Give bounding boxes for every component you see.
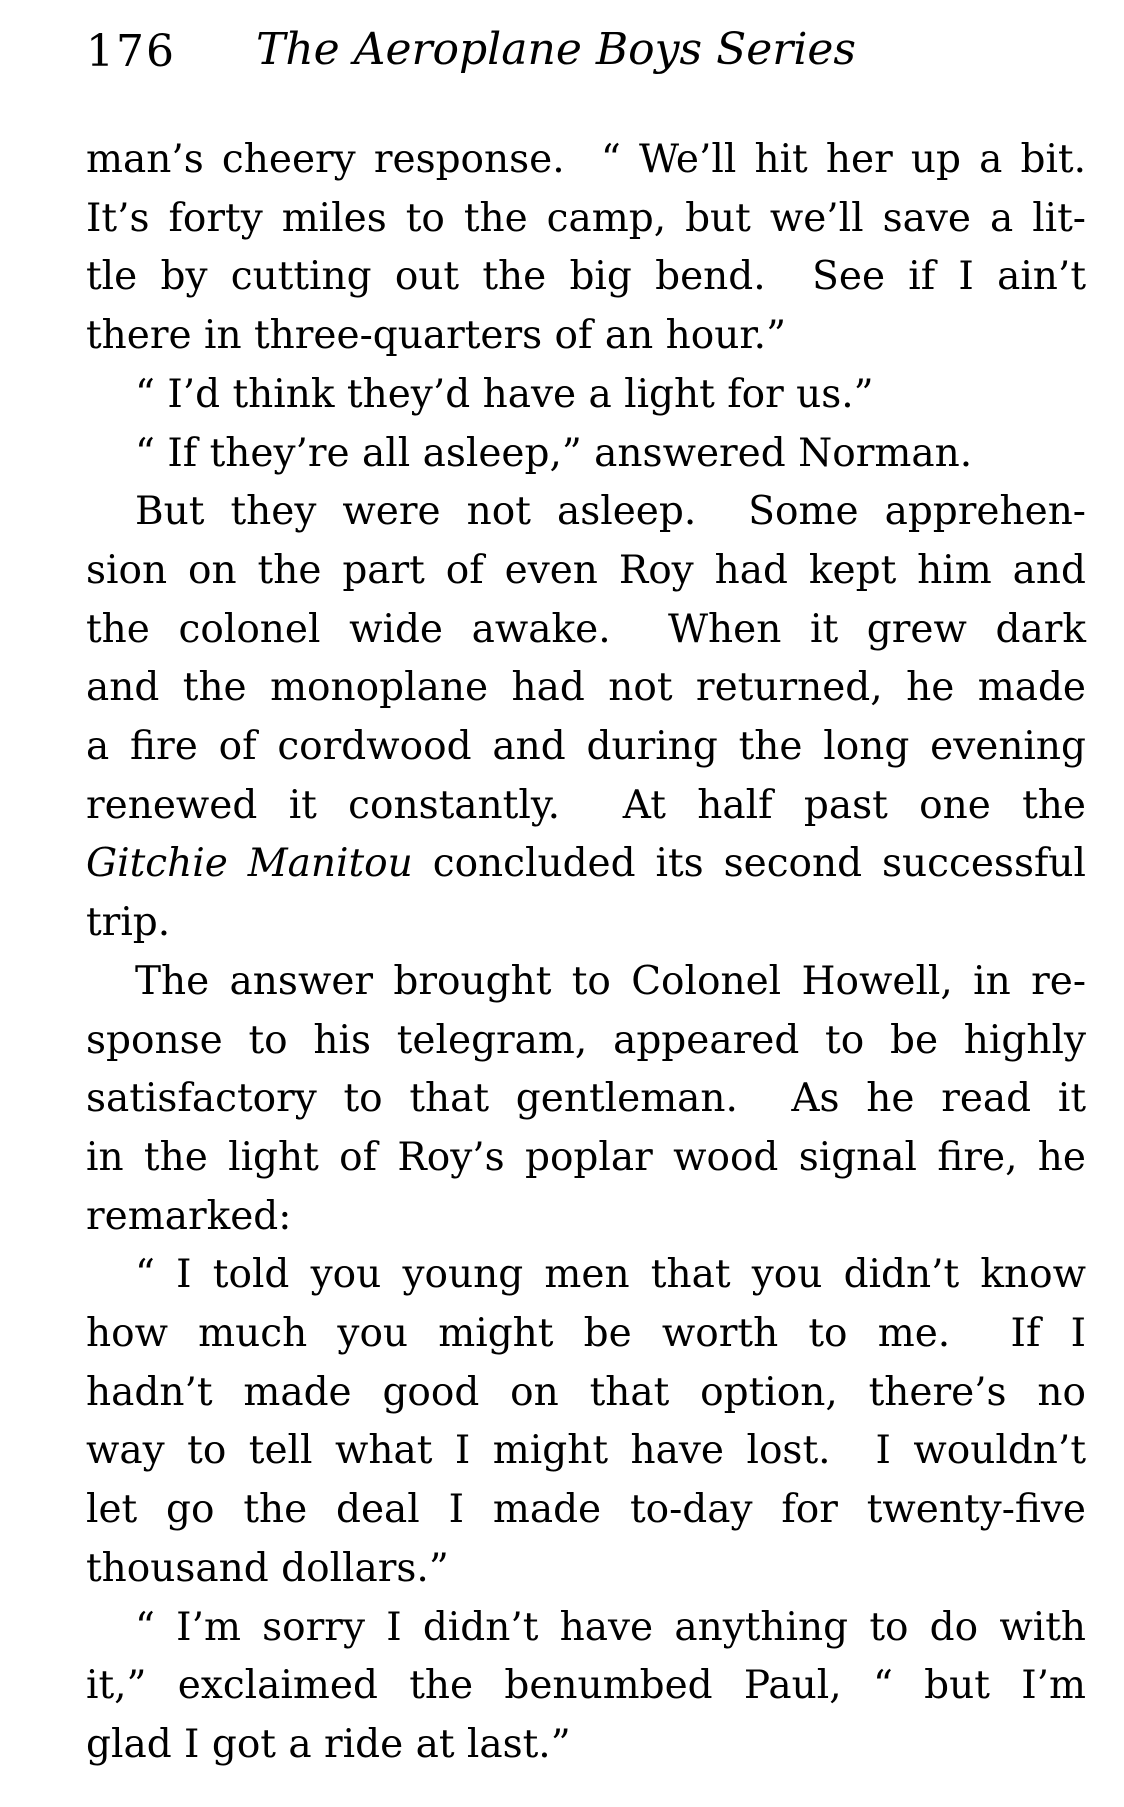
text-run: in the light of Roy’s poplar wood signal fire, he xyxy=(86,1134,1086,1180)
text-line xyxy=(86,1364,1086,1423)
text-run: way to tell what I might have lost. I wouldn’t xyxy=(86,1428,1086,1474)
text-run: satisfactory to that gentleman. As he read it xyxy=(86,1076,1086,1122)
text-run: let go the deal I made to-day for twenty-five xyxy=(86,1487,1086,1533)
text-run: remarked: xyxy=(86,1193,292,1239)
text-line xyxy=(86,601,1086,660)
text-run: the colonel wide awake. When it grew dark xyxy=(86,606,1086,652)
text-line xyxy=(86,835,1086,894)
text-line xyxy=(86,1246,1086,1305)
text-run: glad I got a ride at last.” xyxy=(86,1721,571,1767)
text-run: “ I’m sorry I didn’t have anything to do with xyxy=(135,1604,1086,1650)
text-run: trip. xyxy=(86,900,171,946)
text-line xyxy=(86,131,1086,190)
text-run: it,” exclaimed the benumbed Paul, “ but I’m xyxy=(86,1663,1086,1709)
text-run: sponse to his telegram, appeared to be highly xyxy=(86,1017,1086,1063)
page-number: 176 xyxy=(86,26,176,77)
text-line xyxy=(86,542,1086,601)
text-line xyxy=(86,777,1086,836)
text-run: renewed it constantly. At half past one the xyxy=(86,782,1086,828)
text-run: and the monoplane had not returned, he made xyxy=(86,665,1086,711)
text-line xyxy=(86,1481,1086,1540)
text-line xyxy=(86,718,1086,777)
text-run: a fire of cordwood and during the long evening xyxy=(86,724,1086,770)
text-run: The answer brought to Colonel Howell, in re- xyxy=(135,958,1086,1004)
text-run: how much you might be worth to me. If I xyxy=(86,1311,1086,1357)
text-line xyxy=(86,1540,1086,1599)
text-run: hadn’t made good on that option, there’s no xyxy=(86,1369,1086,1415)
text-run: “ If they’re all asleep,” answered Norman. xyxy=(135,430,973,476)
text-line xyxy=(86,425,1086,484)
text-line xyxy=(86,1305,1086,1364)
text-line xyxy=(86,894,1086,953)
text-line xyxy=(86,190,1086,249)
text-run: But they were not asleep. Some apprehen- xyxy=(135,489,1086,535)
running-head-title: The Aeroplane Boys Series xyxy=(255,24,857,75)
text-line xyxy=(86,307,1086,366)
running-head xyxy=(86,24,1086,80)
text-line xyxy=(86,248,1086,307)
text-line xyxy=(86,1422,1086,1481)
text-line xyxy=(86,1012,1086,1071)
text-run: It’s forty miles to the camp, but we’ll save a lit- xyxy=(86,195,1086,241)
text-line xyxy=(86,1599,1086,1658)
text-line xyxy=(86,1716,1086,1775)
text-line xyxy=(86,1070,1086,1129)
text-run: “ I’d think they’d have a light for us.” xyxy=(135,371,874,417)
text-run: there in three-quarters of an hour.” xyxy=(86,313,787,359)
text-line xyxy=(86,659,1086,718)
italic-book-name: Gitchie Manitou xyxy=(86,841,413,887)
text-line xyxy=(86,1188,1086,1247)
text-run: “ I told you young men that you didn’t know xyxy=(135,1252,1086,1298)
text-run: thousand dollars.” xyxy=(86,1545,449,1591)
text-line xyxy=(86,953,1086,1012)
text-line xyxy=(86,1129,1086,1188)
text-line xyxy=(86,483,1086,542)
text-line xyxy=(86,366,1086,425)
text-run: sion on the part of even Roy had kept him and xyxy=(86,547,1086,593)
text-run: man’s cheery response. “ We’ll hit her up a bit. xyxy=(86,137,1086,182)
text-run: tle by cutting out the big bend. See if I ain’t xyxy=(86,254,1086,300)
text-run: concluded its second successful xyxy=(412,841,1086,887)
text-line xyxy=(86,1657,1086,1716)
body-text xyxy=(86,131,1086,1775)
